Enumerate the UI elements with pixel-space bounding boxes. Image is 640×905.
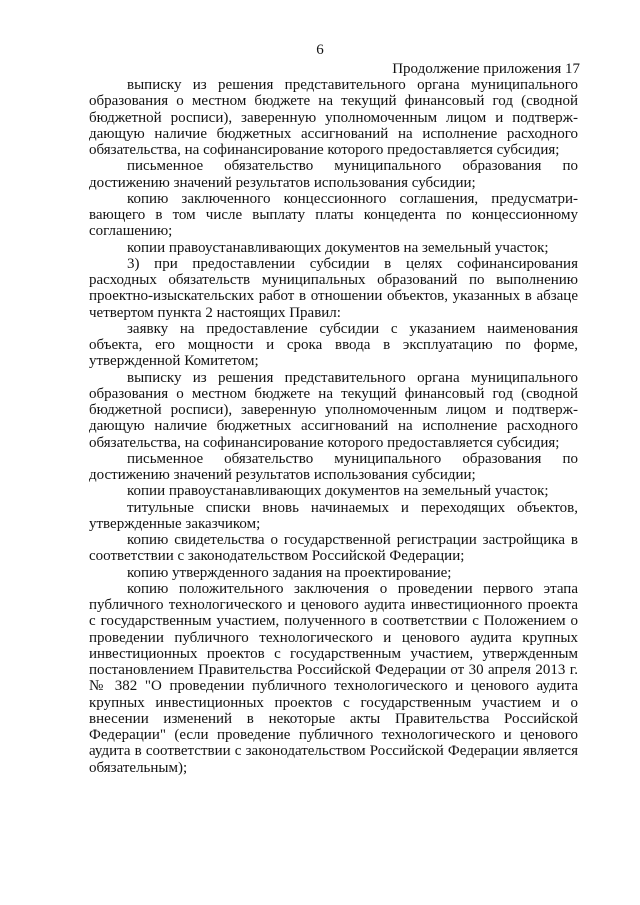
page-number: 6 bbox=[316, 42, 324, 58]
paragraph-concession-agreement: копию заключенного концессионного соглашения, предусматри-вающего в том числе выплату платы концедента по концессионному соглашению; bbox=[89, 190, 578, 240]
paragraph-land-documents-2: копии правоустанавливающих документов на земельный участок; bbox=[127, 483, 549, 500]
paragraph-written-obligation: письменное обязательство муниципального образования по достижению значений результатов использования субсидии; bbox=[89, 158, 578, 191]
paragraph-title-lists: титульные списки вновь начинаемых и переходящих объектов, утвержденные заказчиком; bbox=[89, 499, 578, 532]
paragraph-item-3: 3) при предоставлении субсидии в целях софинансирования расходных обязательств муниципальных образований по выполнению проектно-изыскательских работ в отношении объектов, указанных в абзаце четвертом пункта 2 настоящих Правил: bbox=[89, 255, 578, 321]
paragraph-subsidy-application: заявку на предоставление субсидии с указанием наименования объекта, его мощности и срока ввода в эксплуатацию по форме, утвержденной Комитетом; bbox=[89, 320, 578, 370]
document-body bbox=[89, 77, 578, 776]
appendix-continuation-label: Продолжение приложения 17 bbox=[392, 61, 580, 77]
paragraph-budget-extract: выписку из решения представительного органа муниципального образования о местном бюджете на текущий финансовый год (сводной бюджетной росписи), заверенную уполномоченным лицом и подтверж-дающую наличие бюджетных ассигнований на исполнение расходного обязательства, на софинансирование которого предоставляется субсидия; bbox=[89, 77, 578, 158]
paragraph-land-documents: копии правоустанавливающих документов на земельный участок; bbox=[127, 239, 549, 256]
paragraph-developer-certificate: копию свидетельства о государственной регистрации застройщика в соответствии с законодательством Российской Федерации; bbox=[89, 532, 578, 565]
paragraph-budget-extract-2: выписку из решения представительного органа муниципального образования о местном бюджете на текущий финансовый год (сводной бюджетной росписи), заверенную уполномоченным лицом и подтверж-дающую наличие бюджетных ассигнований на исполнение расходного обязательства, на софинансирование которого предоставляется субсидия; bbox=[89, 369, 578, 451]
paragraph-audit-conclusion: копию положительного заключения о проведении первого этапа публичного технологического и ценового аудита инвестиционного проекта с государственным участием, полученного в соответствии с Положением о проведении публичного технологического и ценового аудита крупных инвестиционных проектов с государственным участием, утвержденным постановлением Правительства Российской Федерации от 30 апреля 2013 г. № 382 "О проведении публичного технологического и ценового аудита крупных инвестиционных проектов с государственным участием и о внесении изменений в некоторые акты Правительства Российской Федерации" (если проведение публичного технологического и ценового аудита в соответствии с законодательством Российской Федерации является обязательным); bbox=[89, 580, 578, 776]
paragraph-design-assignment: копию утвержденного задания на проектирование; bbox=[127, 564, 452, 581]
paragraph-written-obligation-2: письменное обязательство муниципального образования по достижению значений результатов использования субсидии; bbox=[89, 450, 578, 483]
